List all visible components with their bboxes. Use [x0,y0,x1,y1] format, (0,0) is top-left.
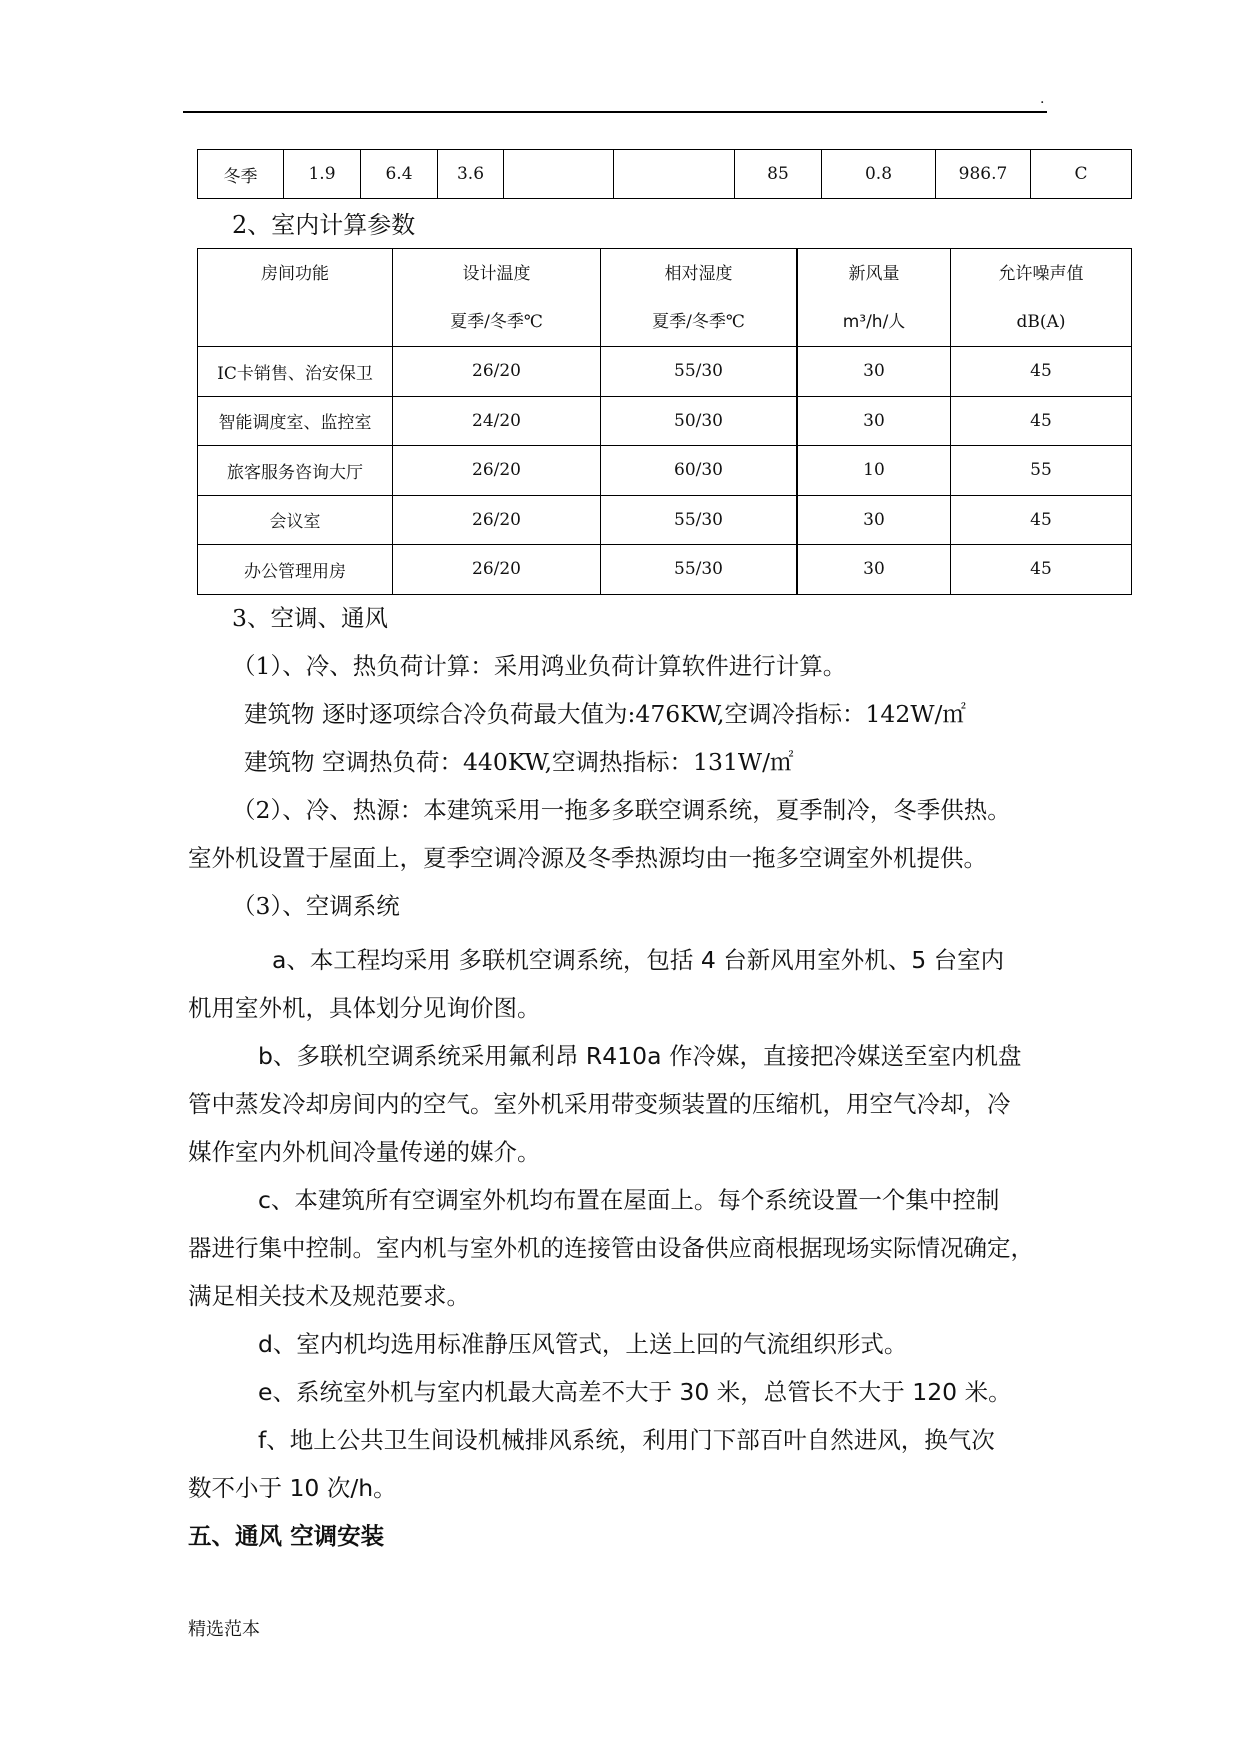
item-d-line1: d、室内机均选用标准静压风管式，上送上回的气流组织形式。 [258,1330,908,1358]
table-cell: 旅客服务咨询大厅 [198,446,393,496]
paragraph-ac-system: （3）、空调系统 [232,892,400,920]
paragraph-heat-source-line2: 室外机设置于屋面上，夏季空调冷源及冬季热源均由一拖多空调室外机提供。 [188,844,987,872]
table-cell: 智能调度室、监控室 [198,396,393,446]
paragraph-heat-source-line1: （2）、冷、热源：本建筑采用一拖多多联空调系统，夏季制冷，冬季供热。 [232,796,1011,824]
table-cell: 24/20 [393,396,601,446]
table-cell: 55/30 [601,495,798,545]
table-cell: 45 [951,396,1132,446]
section-5-title: 五、通风 空调安装 [188,1522,385,1550]
header-cell-design-temp [393,249,601,347]
section-2-title: 2、室内计算参数 [232,211,416,239]
table-cell: 55/30 [601,347,798,397]
table-cell: 26/20 [393,446,601,496]
table-cell: 3.6 [438,150,504,199]
header-line2: 夏季/冬季℃ [652,311,745,332]
header-cell-noise [951,249,1132,347]
item-c-line3: 满足相关技术及规范要求。 [188,1282,470,1310]
table-cell: 1.9 [284,150,361,199]
table-cell: IC卡销售、治安保卫 [198,347,393,397]
table-cell [614,150,735,199]
table-cell: 26/20 [393,545,601,595]
table-row [198,446,1132,496]
header-mark: . [1040,91,1045,107]
table-cell: 85 [735,150,822,199]
header-line1: 相对湿度 [664,263,733,284]
table-cell: 55/30 [601,545,798,595]
table-cell: 986.7 [936,150,1031,199]
table-cell: 30 [797,347,951,397]
table-header-row [198,249,1132,347]
table-cell: C [1031,150,1132,199]
paragraph-load-calc: （1）、冷、热负荷计算：采用鸿业负荷计算软件进行计算。 [232,652,847,680]
header-line1: 允许噪声值 [998,263,1084,284]
table-cell: 30 [797,495,951,545]
header-line2 [198,298,392,346]
header-line1: 新风量 [848,263,900,284]
header-rule [183,111,1047,113]
table-cell: 冬季 [198,150,284,199]
item-b-line1: b、多联机空调系统采用氟利昂 R410a 作冷媒，直接把冷媒送至室内机盘 [258,1042,1022,1070]
indoor-params-table [197,248,1132,595]
table-cell: 26/20 [393,347,601,397]
table-cell: 50/30 [601,396,798,446]
table-cell: 10 [797,446,951,496]
table-cell: 45 [951,545,1132,595]
paragraph-cooling-load: 建筑物 逐时逐项综合冷负荷最大值为:476KW,空调冷指标：142W/㎡ [244,700,966,728]
header-cell-fresh-air [797,249,951,347]
item-f-line2: 数不小于 10 次/h。 [188,1474,397,1502]
table-cell [504,150,614,199]
footer-text: 精选范本 [188,1619,260,1640]
item-e-line1: e、系统室外机与室内机最大高差不大于 30 米，总管长不大于 120 米。 [258,1378,1012,1406]
header-line1: 设计温度 [462,263,531,284]
table-cell: 办公管理用房 [198,545,393,595]
item-c-line2: 器进行集中控制。室内机与室外机的连接管由设备供应商根据现场实际情况确定， [188,1234,1034,1262]
header-line2: 夏季/冬季℃ [450,311,543,332]
table-row [198,150,1132,199]
table-cell: 26/20 [393,495,601,545]
header-line2: m³/h/人 [842,311,906,332]
table-row [198,495,1132,545]
table-row [198,347,1132,397]
header-line1: 房间功能 [261,263,329,284]
item-a-line2: 机用室外机，具体划分见询价图。 [188,994,541,1022]
header-line2: dB(A) [1016,311,1066,332]
header-cell-room-function [198,249,393,347]
table-row [198,545,1132,595]
paragraph-heating-load: 建筑物 空调热负荷：440KW,空调热指标：131W/㎡ [244,748,794,776]
item-f-line1: f、地上公共卫生间设机械排风系统，利用门下部百叶自然进风，换气次 [258,1426,995,1454]
table-cell: 30 [797,396,951,446]
table-cell: 45 [951,495,1132,545]
table-cell: 55 [951,446,1132,496]
header-cell-humidity [601,249,798,347]
table-cell: 0.8 [822,150,936,199]
section-3-title: 3、空调、通风 [232,604,388,632]
table-cell: 会议室 [198,495,393,545]
table-cell: 30 [797,545,951,595]
outdoor-params-table-tail [197,149,1132,199]
table-cell: 60/30 [601,446,798,496]
table-cell: 45 [951,347,1132,397]
table-row [198,396,1132,446]
item-a-line1: a、本工程均采用 多联机空调系统，包括 4 台新风用室外机、5 台室内 [272,946,1005,974]
item-c-line1: c、本建筑所有空调室外机均布置在屋面上。每个系统设置一个集中控制 [258,1186,1000,1214]
item-b-line3: 媒作室内外机间冷量传递的媒介。 [188,1138,541,1166]
item-b-line2: 管中蒸发冷却房间内的空气。室外机采用带变频装置的压缩机，用空气冷却，冷 [188,1090,1011,1118]
table-cell: 6.4 [361,150,438,199]
